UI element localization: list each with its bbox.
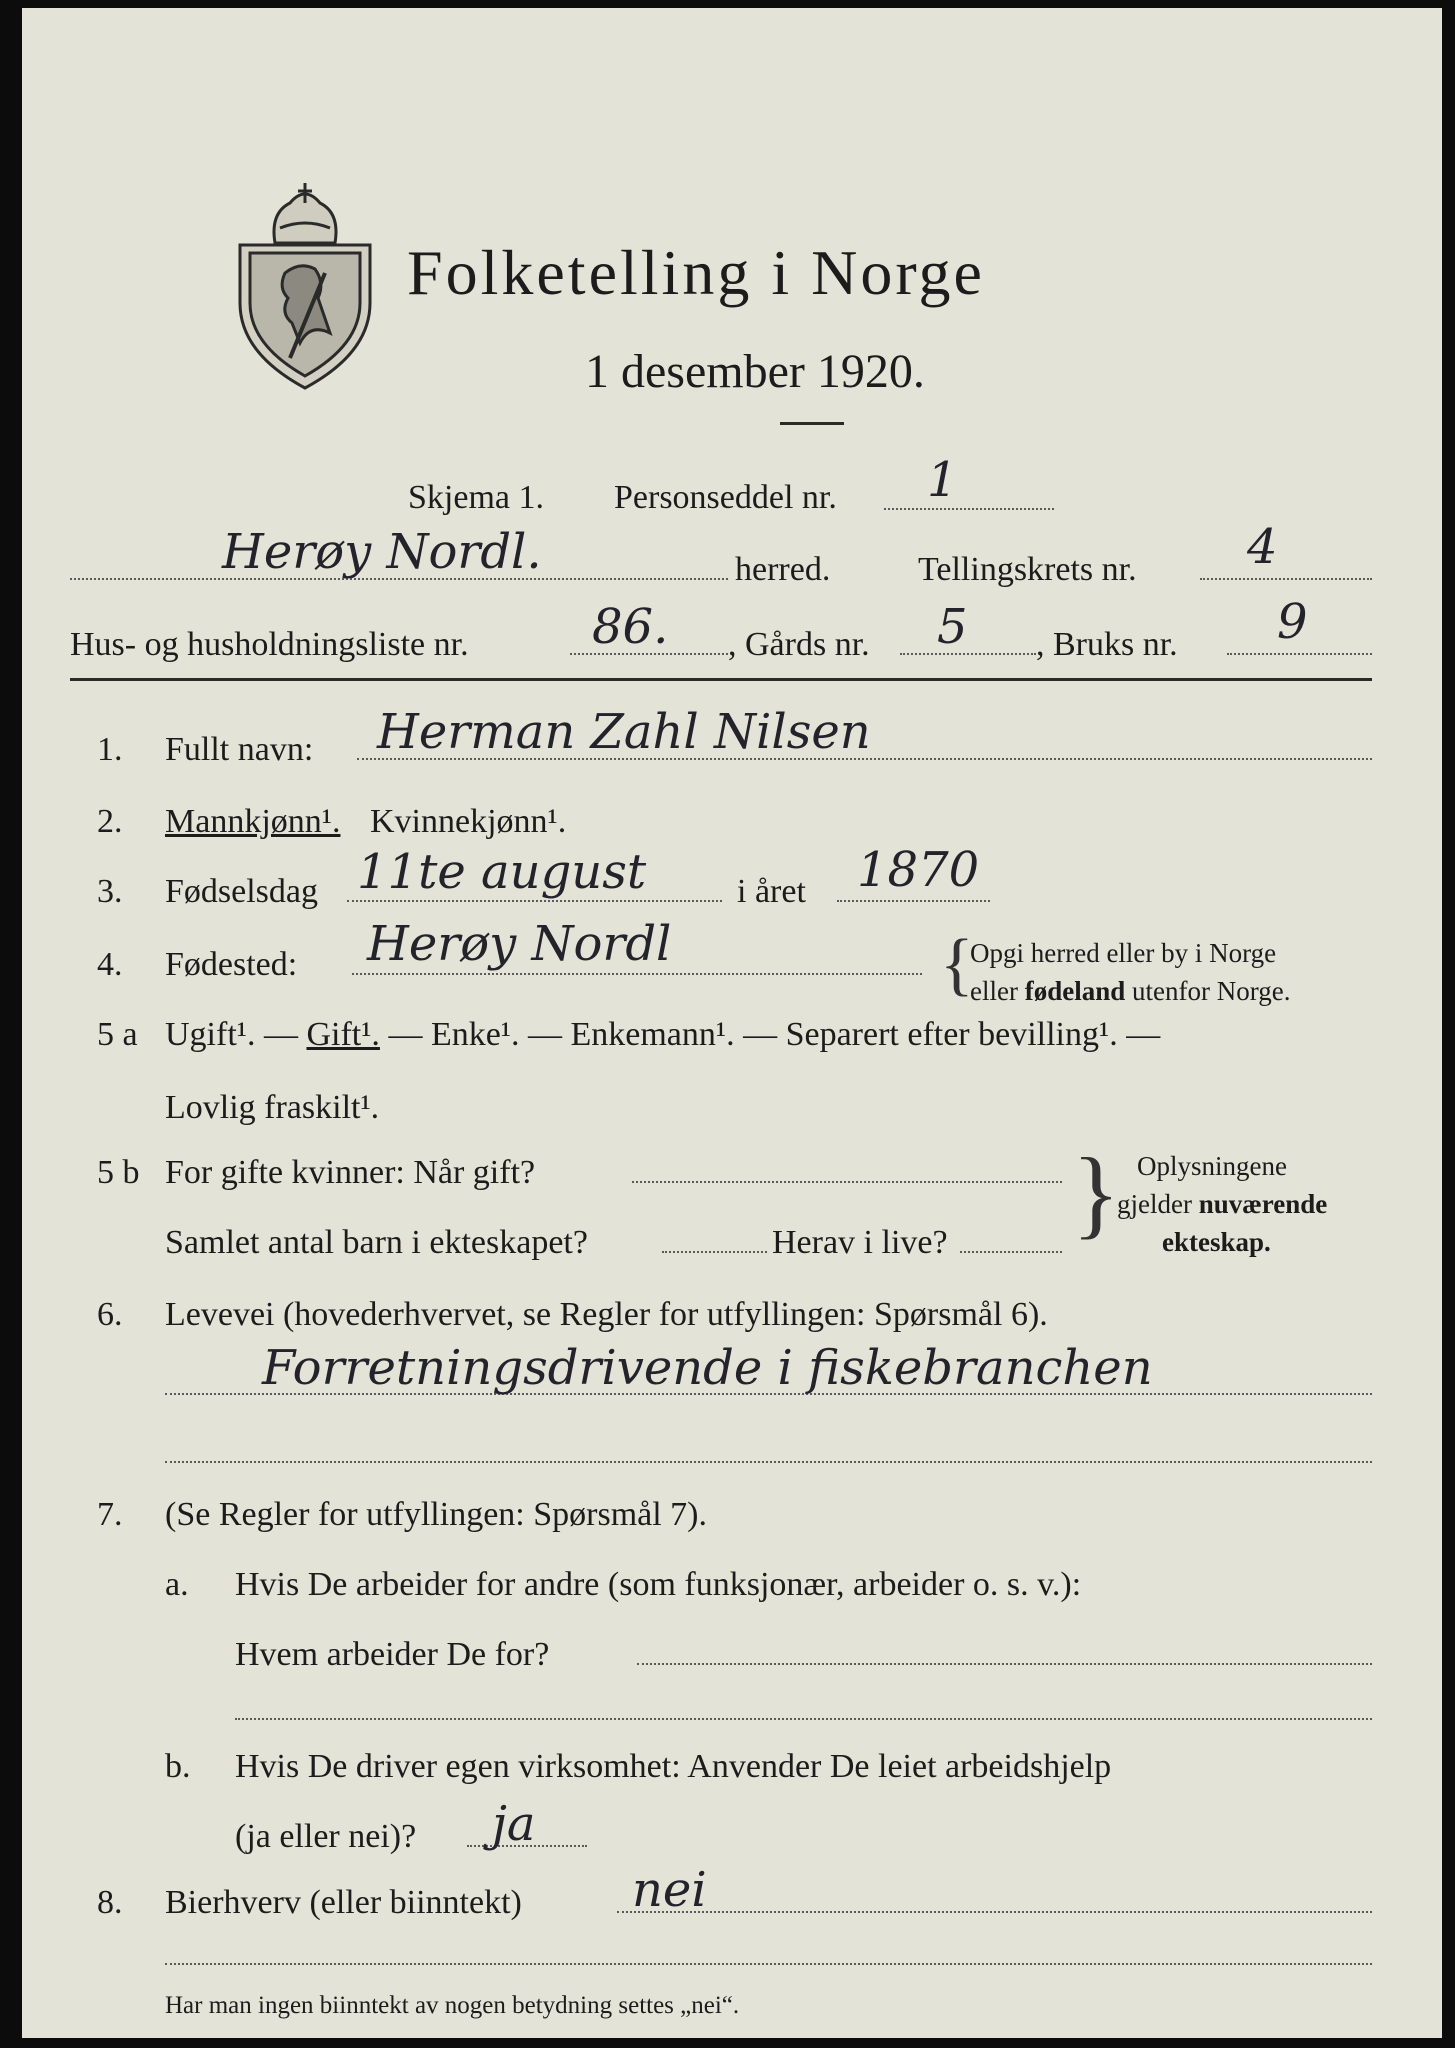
q7a-label: Hvis De arbeider for andre (som funksjonær, arbeider o. s. v.): [235, 1566, 1082, 1603]
schema-label: Skjema 1. [408, 479, 544, 516]
q7-number: 7. [97, 1496, 123, 1533]
q3-year-value: 1870 [857, 842, 980, 898]
q7-label: (Se Regler for utfyllingen: Spørsmål 7). [165, 1496, 708, 1533]
personseddel-line [884, 508, 1054, 510]
tellingskrets-value: 4 [1247, 519, 1278, 575]
q5b-note-line3: ekteskap. [1162, 1227, 1271, 1257]
hus-value: 86. [592, 599, 669, 655]
q7b-label: Hvis De driver egen virksomhet: Anvender De leiet arbeidshjelp [235, 1748, 1112, 1785]
footer-note: Har man ingen biinntekt av nogen betydning settes „nei“. [165, 1992, 740, 2019]
bruks-line [1227, 653, 1372, 655]
q6-line2 [165, 1461, 1372, 1463]
q1-label: Fullt navn: [165, 731, 314, 768]
tellingskrets-label: Tellingskrets nr. [918, 551, 1137, 588]
q4-line [352, 973, 922, 975]
hus-label: Hus- og husholdningsliste nr. [70, 626, 469, 663]
q5b-note-bracket: } [1072, 1137, 1120, 1248]
q5b-married-when-line [632, 1181, 1062, 1183]
q5b-note-line1: Oplysningene [1137, 1151, 1287, 1181]
gards-value: 5 [937, 599, 968, 655]
q5a-line2: Lovlig fraskilt¹. [165, 1089, 380, 1126]
q5b-children-line [662, 1251, 767, 1253]
q1-value: Herman Zahl Nilsen [377, 704, 871, 760]
q5b-number: 5 b [97, 1154, 140, 1191]
form-title: Folketelling i Norge [407, 237, 985, 308]
q7a-line1 [637, 1663, 1372, 1665]
title-divider [780, 422, 844, 425]
q7b-question: (ja eller nei)? [235, 1818, 417, 1855]
q8-line2 [165, 1963, 1372, 1965]
q7a-question: Hvem arbeider De for? [235, 1636, 550, 1673]
q3-number: 3. [97, 873, 123, 910]
q5a-ugift: Ugift¹. — [165, 1016, 298, 1053]
q7a-line2 [235, 1718, 1372, 1720]
q7b-letter: b. [165, 1748, 191, 1785]
herred-value: Herøy Nordl. [222, 524, 542, 580]
q3-year-line [837, 900, 990, 902]
q4-note-line2: eller fødeland utenfor Norge. [970, 976, 1291, 1006]
q4-note-bracket: { [940, 926, 974, 1003]
q5a-other-options: — Enke¹. — Enkemann¹. — Separert efter bevilling¹. — [388, 1016, 1161, 1053]
q5a-options [165, 1018, 1160, 1052]
bruks-value: 9 [1277, 594, 1308, 650]
q6-number: 6. [97, 1296, 123, 1333]
q5b-note-line2: gjelder nuværende [1117, 1189, 1328, 1219]
norwegian-coat-of-arms-icon [230, 173, 380, 393]
q2-female-option: Kvinnekjønn¹. [370, 803, 567, 840]
q3-year-label: i året [737, 873, 806, 910]
form-date: 1 desember 1920. [585, 345, 925, 398]
header-divider [70, 678, 1372, 681]
q3-day-value: 11te august [357, 844, 647, 900]
q4-value: Herøy Nordl [367, 916, 672, 972]
q4-note-line1: Opgi herred eller by i Norge [970, 938, 1277, 968]
q4-number: 4. [97, 946, 123, 983]
q6-value: Forretningsdrivende i fiskebranchen [262, 1340, 1153, 1396]
gards-label: , Gårds nr. [728, 626, 870, 663]
census-form-page [22, 8, 1442, 2038]
personseddel-value: 1 [927, 452, 958, 508]
q1-number: 1. [97, 731, 123, 768]
q8-label: Bierhverv (eller biinntekt) [165, 1884, 522, 1921]
tellingskrets-line [1200, 578, 1372, 580]
personseddel-label: Personseddel nr. [614, 479, 837, 516]
herred-label: herred. [735, 551, 831, 588]
q5b-married-when-label: For gifte kvinner: Når gift? [165, 1154, 536, 1191]
q8-line1 [617, 1911, 1372, 1913]
q5a-number: 5 a [97, 1016, 138, 1053]
q5b-alive-label: Herav i live? [772, 1224, 948, 1261]
bruks-label: , Bruks nr. [1036, 626, 1178, 663]
q3-day-line [347, 900, 722, 902]
q5b-children-label: Samlet antal barn i ekteskapet? [165, 1224, 588, 1261]
q6-label: Levevei (hovederhvervet, se Regler for utfyllingen: Spørsmål 6). [165, 1296, 1048, 1333]
q8-value: nei [632, 1862, 707, 1918]
q8-number: 8. [97, 1884, 123, 1921]
q5a-gift: Gift¹. [306, 1016, 380, 1053]
q7b-value: ja [492, 1796, 536, 1852]
q2-number: 2. [97, 803, 123, 840]
gards-line [900, 653, 1036, 655]
q7a-letter: a. [165, 1566, 189, 1603]
q3-label: Fødselsdag [165, 873, 318, 910]
q2-male-option: Mannkjønn¹. [165, 803, 341, 840]
q5b-alive-line [960, 1251, 1062, 1253]
q4-label: Fødested: [165, 946, 298, 983]
